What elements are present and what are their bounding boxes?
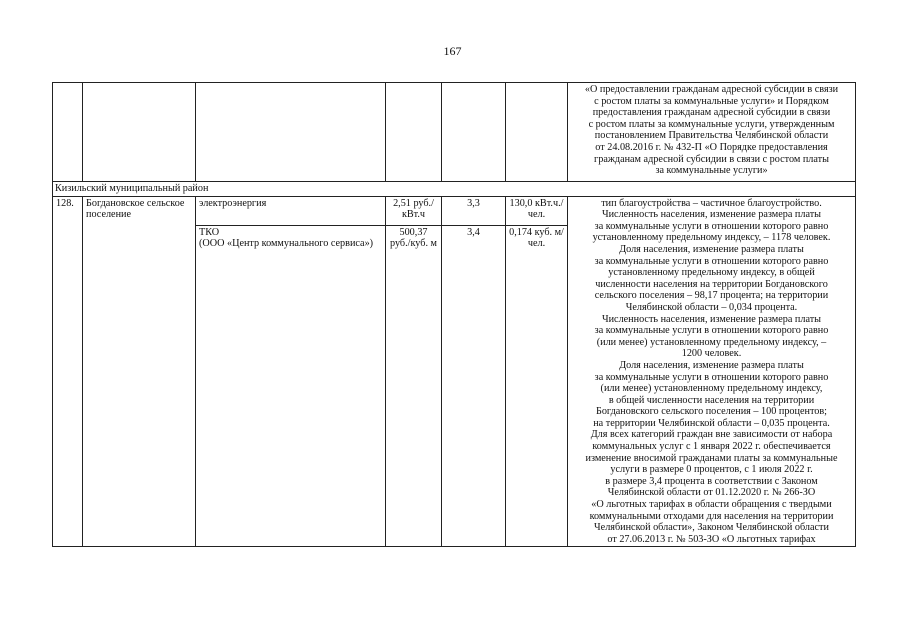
norm-value: 130,0 кВт.ч./чел. — [506, 196, 568, 225]
settlement-name: Богдановское сельское поселение — [83, 196, 196, 547]
section-title: Кизильский муниципальный район — [53, 182, 856, 197]
table-cell — [386, 83, 442, 182]
norm-value: 0,174 куб. м/чел. — [506, 225, 568, 547]
table-cell — [506, 83, 568, 182]
row-number: 128. — [53, 196, 83, 547]
page-number: 167 — [443, 44, 462, 58]
table-row — [53, 196, 856, 225]
continuation-text: «О предоставлении гражданам адресной субсидии в связи с ростом платы за коммунальные услуги» и Порядком предоставления гражданам адресной субсидии в связи с ростом платы за коммунальные услуги, утвержденным постановлением Правительства Челябинской области от 24.08.2016 г. № 432-П «О Порядке предоставления гражданам адресной субсидии в связи с ростом платы за коммунальные услуги» — [568, 83, 856, 182]
description-text: тип благоустройства – частичное благоустройство. Численность населения, изменение размера платы за коммунальные услуги в отношении которого равно установленному предельному индексу, – 1178 человек. Доля населения, изменение размера платы за коммунальные услуги в отношении которого равно установленному предельному индексу, в общей численности населения на территории Богдановского сельского поселения – 98,17 процента; на территории Челябинской области – 0,034 процента. Численность населения, изменение размера платы за коммунальные услуги в отношении которого равно (или менее) установленному предельному индексу, – 1200 человек. Доля населения, изменение размера платы за коммунальные услуги в отношении которого равно (или менее) установленному предельному индексу, в общей численности населения на территории Богдановского сельского поселения – 100 процентов; на территории Челябинской области – 0,035 процента. Для всех категорий граждан вне зависимости от набора коммунальных услуг с 1 января 2022 г. обеспечивается изменение вносимой гражданами платы за коммунальные услуги в размере 0 процентов, с 1 июля 2022 г. в размере 3,4 процента в соответствии с Законом Челябинской области от 01.12.2020 г. № 266-ЗО «О льготных тарифах в области обращения с твердыми коммунальными отходами для населения на территории Челябинской области», Законом Челябинской области от 27.06.2013 г. № 503-ЗО «О льготных тарифах — [568, 196, 856, 547]
table-cell — [442, 83, 506, 182]
service-name: ТКО (ООО «Центр коммунального сервиса») — [196, 225, 386, 547]
tariff-table — [52, 82, 856, 547]
tariff-value: 2,51 руб./кВт.ч — [386, 196, 442, 225]
growth-value: 3,3 — [442, 196, 506, 225]
service-name: электроэнергия — [196, 196, 386, 225]
tariff-value: 500,37 руб./куб. м — [386, 225, 442, 547]
table-cell — [53, 83, 83, 182]
table-row — [53, 83, 856, 182]
section-row — [53, 182, 856, 197]
table-cell — [196, 83, 386, 182]
table-cell — [83, 83, 196, 182]
growth-value: 3,4 — [442, 225, 506, 547]
